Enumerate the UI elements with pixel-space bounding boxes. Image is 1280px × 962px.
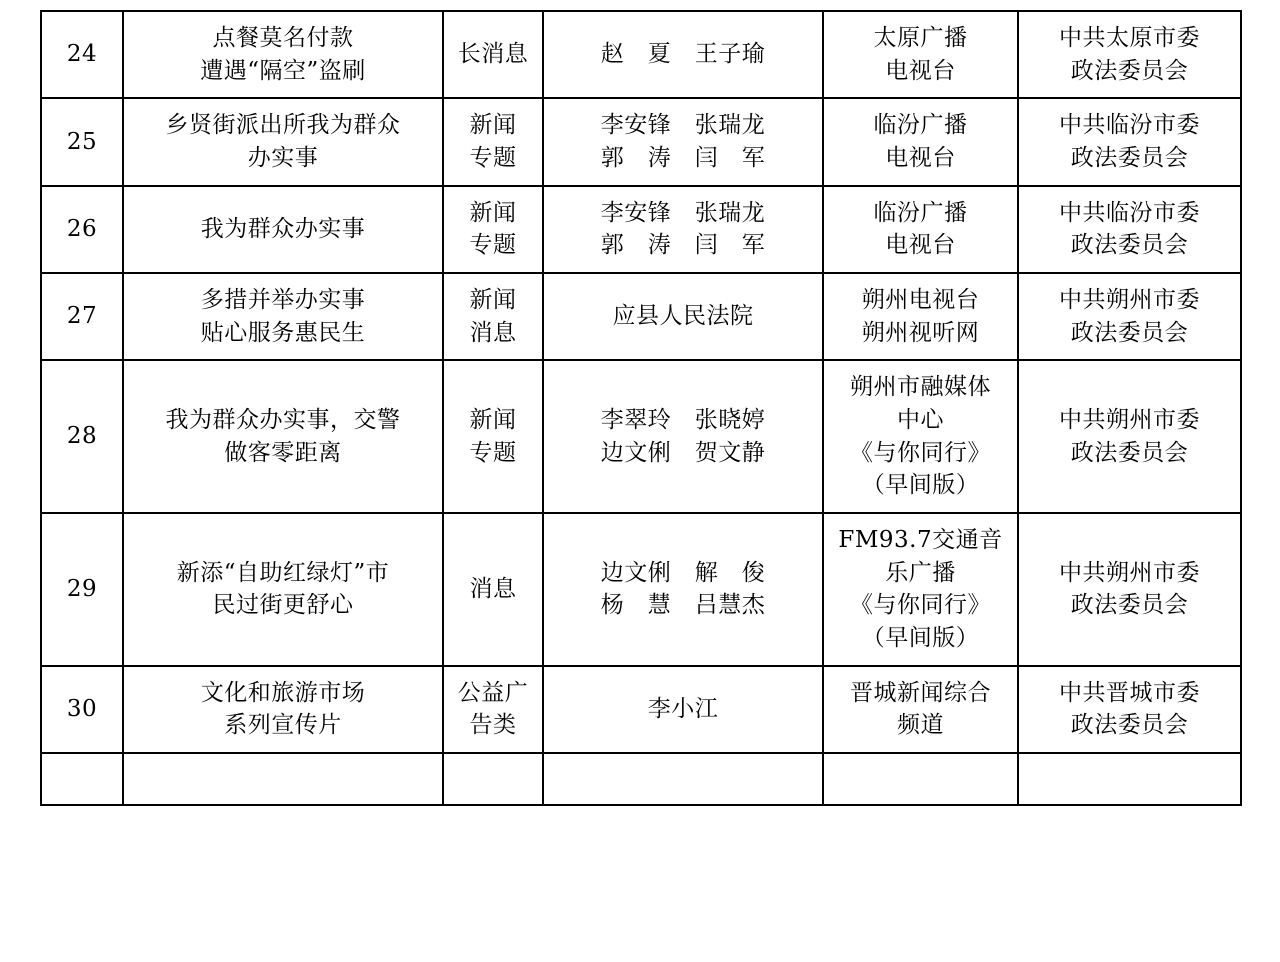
- row-outlet: 朔州市融媒体 中心 《与你同行》 （早间版）: [823, 360, 1018, 513]
- row-outlet: 临汾广播 电视台: [823, 186, 1018, 273]
- row-index: 30: [41, 666, 123, 753]
- row-org: 中共朔州市委 政法委员会: [1018, 273, 1241, 360]
- row-org: 中共朔州市委 政法委员会: [1018, 513, 1241, 666]
- row-index: 24: [41, 11, 123, 98]
- row-org: 中共临汾市委 政法委员会: [1018, 186, 1241, 273]
- continuation-cell-title: [123, 753, 443, 805]
- continuation-cell-outlet: [823, 753, 1018, 805]
- row-title: 文化和旅游市场 系列宣传片: [123, 666, 443, 753]
- row-authors: 李翠玲 张晓婷 边文俐 贺文静: [543, 360, 823, 513]
- row-outlet: 太原广播 电视台: [823, 11, 1018, 98]
- row-genre: 长消息: [443, 11, 543, 98]
- row-authors: 赵 夏 王子瑜: [543, 11, 823, 98]
- row-authors: 李小江: [543, 666, 823, 753]
- table-row: [41, 273, 1241, 360]
- continuation-cell-index: [41, 753, 123, 805]
- table-row: [41, 186, 1241, 273]
- row-title: 我为群众办实事，交警 做客零距离: [123, 360, 443, 513]
- continuation-cell-org: [1018, 753, 1241, 805]
- continuation-cell-genre: [443, 753, 543, 805]
- row-index: 28: [41, 360, 123, 513]
- row-genre: 新闻 专题: [443, 186, 543, 273]
- table-body: [41, 11, 1241, 805]
- row-title: 点餐莫名付款 遭遇“隔空”盗刷: [123, 11, 443, 98]
- row-authors: 李安锋 张瑞龙 郭 涛 闫 军: [543, 98, 823, 185]
- row-outlet: 晋城新闻综合 频道: [823, 666, 1018, 753]
- table-continuation-row: [41, 753, 1241, 805]
- row-index: 26: [41, 186, 123, 273]
- row-org: 中共朔州市委 政法委员会: [1018, 360, 1241, 513]
- row-title: 乡贤街派出所我为群众 办实事: [123, 98, 443, 185]
- row-outlet: 朔州电视台 朔州视听网: [823, 273, 1018, 360]
- row-org: 中共太原市委 政法委员会: [1018, 11, 1241, 98]
- row-index: 27: [41, 273, 123, 360]
- row-genre: 新闻 专题: [443, 360, 543, 513]
- table-row: [41, 513, 1241, 666]
- row-title: 新添“自助红绿灯”市 民过街更舒心: [123, 513, 443, 666]
- row-index: 29: [41, 513, 123, 666]
- row-org: 中共临汾市委 政法委员会: [1018, 98, 1241, 185]
- continuation-cell-authors: [543, 753, 823, 805]
- row-genre: 新闻 专题: [443, 98, 543, 185]
- row-outlet: 临汾广播 电视台: [823, 98, 1018, 185]
- row-authors: 边文俐 解 俊 杨 慧 吕慧杰: [543, 513, 823, 666]
- row-title: 我为群众办实事: [123, 186, 443, 273]
- row-genre: 公益广 告类: [443, 666, 543, 753]
- table-row: [41, 11, 1241, 98]
- row-genre: 新闻 消息: [443, 273, 543, 360]
- award-entries-table: [40, 10, 1242, 806]
- table-row: [41, 98, 1241, 185]
- row-outlet: FM93.7交通音 乐广播 《与你同行》 （早间版）: [823, 513, 1018, 666]
- table-row: [41, 666, 1241, 753]
- row-genre: 消息: [443, 513, 543, 666]
- row-index: 25: [41, 98, 123, 185]
- row-title: 多措并举办实事 贴心服务惠民生: [123, 273, 443, 360]
- row-authors: 应县人民法院: [543, 273, 823, 360]
- row-authors: 李安锋 张瑞龙 郭 涛 闫 军: [543, 186, 823, 273]
- row-org: 中共晋城市委 政法委员会: [1018, 666, 1241, 753]
- table-row: [41, 360, 1241, 513]
